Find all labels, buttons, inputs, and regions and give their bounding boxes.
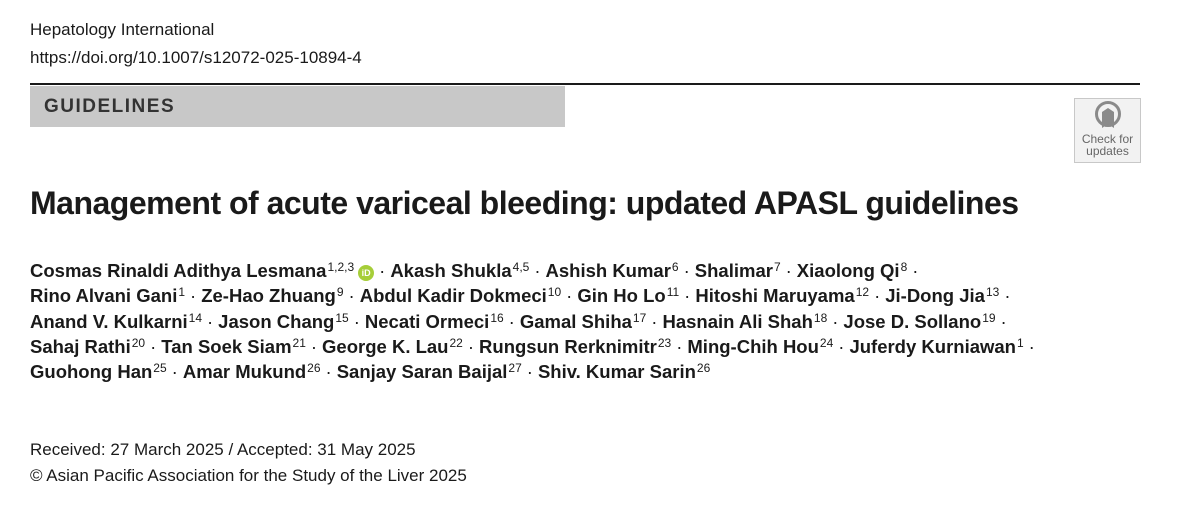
copyright-line: © Asian Pacific Association for the Study of the Liver 2025: [30, 466, 467, 485]
author-separator: ·: [683, 260, 690, 281]
affiliation-number: 9: [336, 285, 344, 300]
author-separator: ·: [310, 335, 318, 357]
author-name: Gin Ho Lo: [577, 285, 666, 307]
affiliation-number: 15: [335, 310, 349, 325]
section-banner: [30, 86, 565, 127]
author[interactable]: [885, 285, 999, 306]
author-separator: ·: [379, 260, 386, 281]
author[interactable]: [161, 336, 306, 357]
author[interactable]: [360, 285, 561, 306]
affiliation-number: 1: [178, 285, 186, 300]
author-name: Ji-Dong Jia: [885, 285, 985, 307]
affiliation-number: 8: [900, 260, 908, 274]
author[interactable]: [365, 311, 504, 332]
author-separator: ·: [1028, 335, 1035, 357]
journal-name: Hepatology International: [30, 20, 215, 39]
author-line: [30, 309, 1160, 334]
author-separator: ·: [526, 361, 533, 383]
author[interactable]: [520, 311, 646, 332]
author-separator: ·: [566, 285, 573, 307]
affiliation-number: 16: [490, 310, 504, 325]
header-divider: [30, 83, 1140, 85]
author[interactable]: [30, 336, 145, 357]
author[interactable]: [337, 361, 522, 382]
author-name: Sahaj Rathi: [30, 335, 131, 357]
article-title: Management of acute variceal bleeding: updated APASL guidelines: [30, 185, 1019, 221]
affiliation-number: 23: [657, 335, 672, 350]
author-name: Akash Shukla: [390, 260, 512, 281]
author-separator: ·: [190, 285, 197, 307]
author-name: Ming-Chih Hou: [687, 335, 819, 357]
affiliation-number: 26: [696, 361, 711, 376]
author-separator: ·: [348, 285, 355, 307]
author[interactable]: [30, 311, 202, 332]
affiliation-number: 17: [632, 310, 647, 325]
author-name: Xiaolong Qi: [796, 260, 900, 281]
author[interactable]: [201, 285, 343, 306]
affiliation-number: 12: [855, 285, 870, 300]
author[interactable]: [687, 336, 833, 357]
author-line: [30, 283, 1160, 308]
affiliation-number: 24: [819, 335, 834, 350]
author-name: Shalimar: [694, 260, 773, 281]
author[interactable]: [30, 361, 167, 382]
check-for-updates-button[interactable]: [1074, 98, 1141, 163]
author-name: Juferdy Kurniawan: [849, 335, 1016, 357]
author-name: Anand V. Kulkarni: [30, 310, 188, 332]
author-name: Ashish Kumar: [545, 260, 671, 281]
affiliation-number: 19: [982, 310, 996, 325]
section-label: GUIDELINES: [44, 96, 176, 117]
doi-link[interactable]: https://doi.org/10.1007/s12072-025-10894-4: [30, 48, 362, 67]
author[interactable]: [390, 260, 529, 281]
author[interactable]: [30, 285, 185, 306]
author[interactable]: [546, 260, 679, 281]
author-name: George K. Lau: [322, 335, 449, 357]
author-separator: ·: [832, 310, 839, 332]
affiliation-number: 1: [1016, 335, 1024, 350]
author-separator: ·: [874, 285, 881, 307]
author-separator: ·: [676, 335, 683, 357]
author-separator: ·: [467, 335, 475, 357]
affiliation-number: 1,2,3: [327, 260, 355, 274]
author-separator: ·: [684, 285, 691, 307]
author-separator: ·: [912, 260, 919, 281]
affiliation-number: 10: [547, 285, 562, 300]
author-line: [30, 334, 1160, 359]
author-separator: ·: [353, 310, 360, 332]
affiliation-number: 14: [188, 310, 202, 325]
author[interactable]: [183, 361, 321, 382]
author[interactable]: [849, 336, 1023, 357]
author-line: [30, 258, 1160, 283]
affiliation-number: 18: [813, 310, 828, 325]
author-name: Guohong Han: [30, 361, 153, 383]
affiliation-number: 6: [671, 260, 679, 274]
author-line: [30, 359, 1160, 384]
affiliation-number: 27: [508, 361, 522, 376]
author[interactable]: [843, 311, 995, 332]
author-name: Hasnain Ali Shah: [662, 310, 813, 332]
author[interactable]: [322, 336, 463, 357]
check-for-updates-line1: Check for: [1081, 132, 1134, 146]
affiliation-number: 4,5: [512, 260, 530, 274]
affiliation-number: 22: [449, 335, 463, 350]
author-name: Amar Mukund: [182, 361, 307, 383]
affiliation-number: 11: [666, 285, 680, 300]
author-separator: ·: [171, 361, 178, 383]
author[interactable]: [479, 336, 671, 357]
affiliation-number: 25: [153, 361, 167, 376]
author[interactable]: [577, 285, 679, 306]
author-name: Abdul Kadir Dokmeci: [359, 285, 547, 307]
affiliation-number: 20: [131, 335, 146, 350]
author-separator: ·: [1004, 285, 1011, 307]
author[interactable]: [538, 361, 710, 382]
author-separator: ·: [534, 260, 541, 281]
affiliation-number: 7: [773, 260, 781, 274]
author[interactable]: [662, 311, 827, 332]
author-separator: ·: [325, 361, 332, 383]
author-name: Ze-Hao Zhuang: [201, 285, 336, 307]
author-separator: ·: [508, 310, 515, 332]
author-list: [30, 258, 1160, 384]
author-separator: ·: [785, 260, 792, 281]
affiliation-number: 13: [985, 285, 1000, 300]
author-name: Cosmas Rinaldi Adithya Lesmana: [30, 260, 327, 281]
author-separator: ·: [651, 310, 658, 332]
author-name: Rungsun Rerknimitr: [479, 335, 657, 357]
affiliation-number: 26: [307, 361, 321, 376]
author-name: Sanjay Saran Baijal: [336, 361, 508, 383]
author-separator: ·: [838, 335, 845, 357]
author-name: Gamal Shiha: [519, 310, 632, 332]
received-accepted-dates: Received: 27 March 2025 / Accepted: 31 May 2025: [30, 440, 416, 459]
author-separator: ·: [150, 335, 157, 357]
author[interactable]: [797, 260, 907, 281]
author-name: Necati Ormeci: [364, 310, 490, 332]
author-name: Jason Chang: [218, 310, 335, 332]
orcid-icon[interactable]: iD: [358, 265, 374, 281]
author-separator: ·: [207, 310, 214, 332]
affiliation-number: 21: [292, 335, 306, 350]
author-name: Hitoshi Maruyama: [695, 285, 855, 307]
author-name: Tan Soek Siam: [161, 335, 292, 357]
author[interactable]: [218, 311, 349, 332]
author[interactable]: [695, 285, 869, 306]
author[interactable]: [695, 260, 781, 281]
check-for-updates-icon: [1093, 101, 1123, 133]
author[interactable]: [30, 260, 374, 281]
author-name: Jose D. Sollano: [843, 310, 982, 332]
check-for-updates-line2: updates: [1086, 144, 1129, 158]
author-name: Rino Alvani Gani: [30, 285, 178, 307]
author-name: Shiv. Kumar Sarin: [537, 361, 696, 383]
author-separator: ·: [1000, 310, 1007, 332]
